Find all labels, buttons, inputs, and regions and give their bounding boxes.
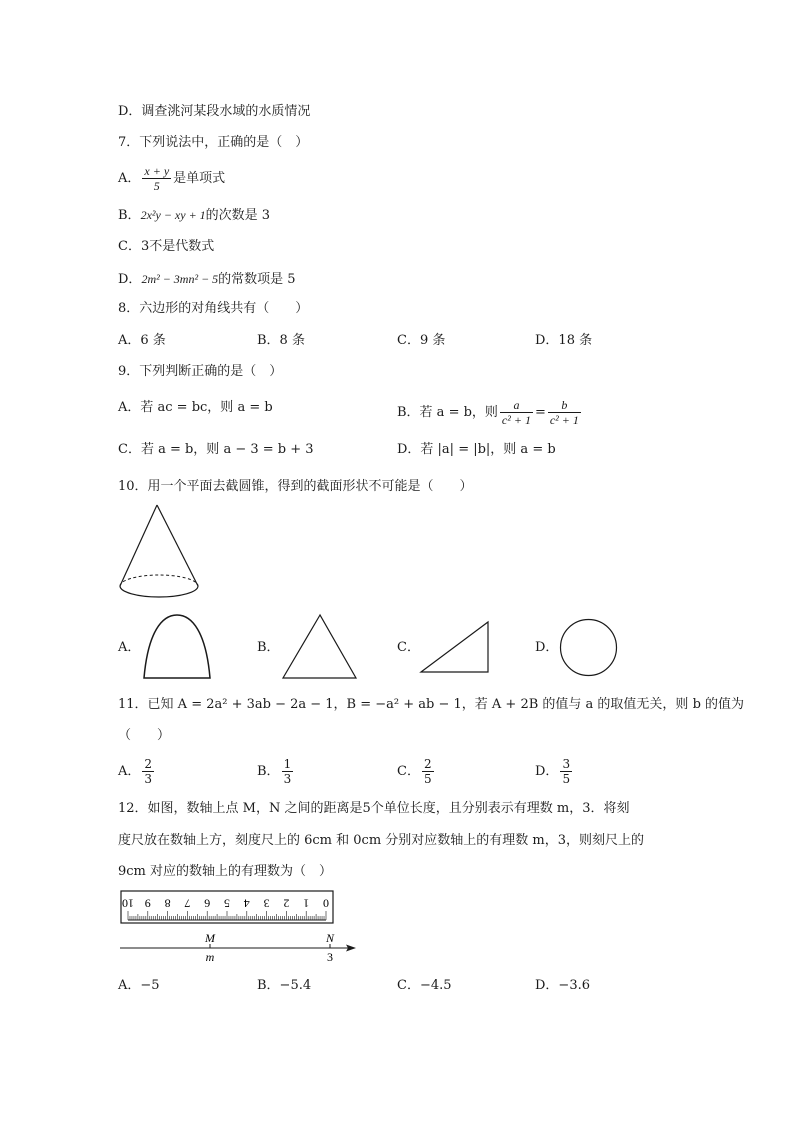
- fraction-numerator: a: [500, 398, 533, 413]
- q10-option-b-label: B．: [257, 640, 280, 655]
- q7-option-c: C．3不是代数式: [118, 239, 215, 254]
- q7-option-a-label: A．: [118, 171, 141, 186]
- ruler-number-label: 9: [144, 896, 151, 911]
- q8-option-c: C．9 条: [397, 333, 446, 348]
- q9-option-b-label: B．若 a = b，则: [397, 405, 498, 420]
- q9-option-d: D．若 |a| = |b|，则 a = b: [397, 442, 556, 457]
- ruler-figure: [120, 890, 336, 926]
- q7-option-b-text: 的次数是 3: [205, 208, 271, 223]
- cone-figure: [115, 502, 205, 602]
- fraction-denominator: 3: [283, 772, 292, 786]
- point-n-upper-label: N: [325, 931, 335, 945]
- fraction-numerator: 3: [562, 757, 571, 771]
- fraction-denominator: 3: [144, 772, 153, 786]
- q12-option-b: B．−5.4: [257, 978, 312, 993]
- ruler-number-label: 1: [303, 896, 310, 911]
- q7-option-b-expression: 2x²y − xy + 1: [140, 208, 206, 222]
- ruler-number-label: 8: [164, 896, 171, 911]
- q10-option-d-circle-shape: [557, 618, 621, 678]
- fraction-numerator: 1: [283, 757, 292, 771]
- ruler-number-label: 10: [122, 896, 134, 911]
- q7-option-d-expression: 2m² − 3mn² − 5: [141, 272, 219, 286]
- q11-stem: 11．已知 A = 2a² + 3ab − 2a − 1，B = −a² + ab − 1，若 A + 2B 的值与 a 的取值无关，则 b 的值为: [118, 697, 745, 712]
- fraction-denominator: 5: [153, 179, 160, 193]
- q7-option-a-fraction: [142, 164, 171, 193]
- q7-stem: 7．下列说法中，正确的是（ ）: [118, 135, 309, 150]
- q11-option-c: [397, 757, 436, 786]
- q7-option-a: [118, 164, 225, 193]
- q7-option-b-label: B．: [118, 208, 141, 223]
- q6-option-d: D．调查洮河某段水域的水质情况: [118, 104, 311, 119]
- fraction-denominator: 5: [423, 772, 432, 786]
- fraction-numerator: 2: [423, 757, 432, 771]
- q12-stem-line-2: 度尺放在数轴上方，刻度尺上的 6cm 和 0cm 分别对应数轴上的有理数 m，3，则刻尺上的: [118, 833, 645, 848]
- option-fraction: [560, 757, 572, 786]
- q12-stem-line-1: 12．如图，数轴上点 M，N 之间的距离是5个单位长度，且分别表示有理数 m，3．将刻: [118, 801, 630, 816]
- q10-option-d-label: D．: [535, 640, 559, 655]
- point-n-lower-label: 3: [327, 950, 333, 964]
- fraction-denominator: 5: [562, 772, 571, 786]
- option-label: C．: [397, 764, 420, 779]
- q8-option-b: B．8 条: [257, 333, 305, 348]
- q11-option-a: [118, 757, 156, 786]
- q7-option-b: [118, 206, 270, 225]
- fraction-numerator: x + y: [144, 164, 170, 178]
- option-fraction: [142, 757, 154, 786]
- option-label: A．: [118, 764, 141, 779]
- fraction-denominator: c² + 1: [549, 413, 579, 427]
- q10-option-c-label: C．: [397, 640, 420, 655]
- fraction-denominator: c² + 1: [501, 413, 531, 427]
- ruler-number-label: 4: [243, 896, 250, 911]
- q10-option-a-parabola-shape: [140, 612, 214, 682]
- q12-option-c: C．−4.5: [397, 978, 452, 993]
- q7-option-d: [118, 270, 296, 289]
- point-m-upper-label: M: [205, 931, 215, 945]
- q10-option-a-label: A．: [118, 640, 141, 655]
- ruler-number-label: 0: [323, 896, 329, 911]
- q8-stem: 8．六边形的对角线共有（ ）: [118, 301, 309, 316]
- q7-option-a-text: 是单项式: [173, 171, 226, 186]
- ruler-number-label: 6: [204, 896, 211, 911]
- q7-option-d-label: D．: [118, 272, 142, 287]
- q7-option-d-text: 的常数项是 5: [218, 272, 296, 287]
- option-fraction: [282, 757, 294, 786]
- ruler-number-label: 5: [224, 896, 230, 911]
- option-label: D．: [535, 764, 559, 779]
- q12-stem-line-3: 9cm 对应的数轴上的有理数为（ ）: [118, 864, 333, 879]
- q8-option-a: A．6 条: [118, 333, 166, 348]
- option-label: B．: [257, 764, 280, 779]
- q10-option-b-triangle-shape: [280, 612, 360, 682]
- q10-stem: 10．用一个平面去截圆锥，得到的截面形状不可能是（ ）: [118, 479, 473, 494]
- q10-option-c-right-triangle-shape: [418, 619, 492, 675]
- q9-option-b-fraction-left: [500, 398, 533, 427]
- ruler-number-label: 7: [184, 896, 191, 911]
- equals-sign: =: [534, 405, 546, 420]
- q12-option-a: A．−5: [118, 978, 160, 993]
- point-m-lower-label: m: [205, 950, 215, 964]
- q8-option-d: D．18 条: [535, 333, 593, 348]
- q9-stem: 9．下列判断正确的是（ ）: [118, 364, 283, 379]
- fraction-numerator: 2: [144, 757, 153, 771]
- q12-option-d: D．−3.6: [535, 978, 590, 993]
- q9-option-b: [397, 398, 583, 427]
- ruler-number-label: 3: [263, 896, 270, 911]
- q11-stem-continued: （ ）: [118, 728, 171, 743]
- fraction-numerator: b: [548, 398, 581, 413]
- q9-option-b-fraction-right: [548, 398, 581, 427]
- ruler-number-label: 2: [283, 896, 290, 911]
- number-line-figure: [120, 930, 360, 966]
- q11-option-b: [257, 757, 295, 786]
- option-fraction: [422, 757, 434, 786]
- q9-option-c: C．若 a = b，则 a − 3 = b + 3: [118, 442, 314, 457]
- q11-option-d: [535, 757, 574, 786]
- q9-option-a: A．若 ac = bc，则 a = b: [118, 400, 273, 415]
